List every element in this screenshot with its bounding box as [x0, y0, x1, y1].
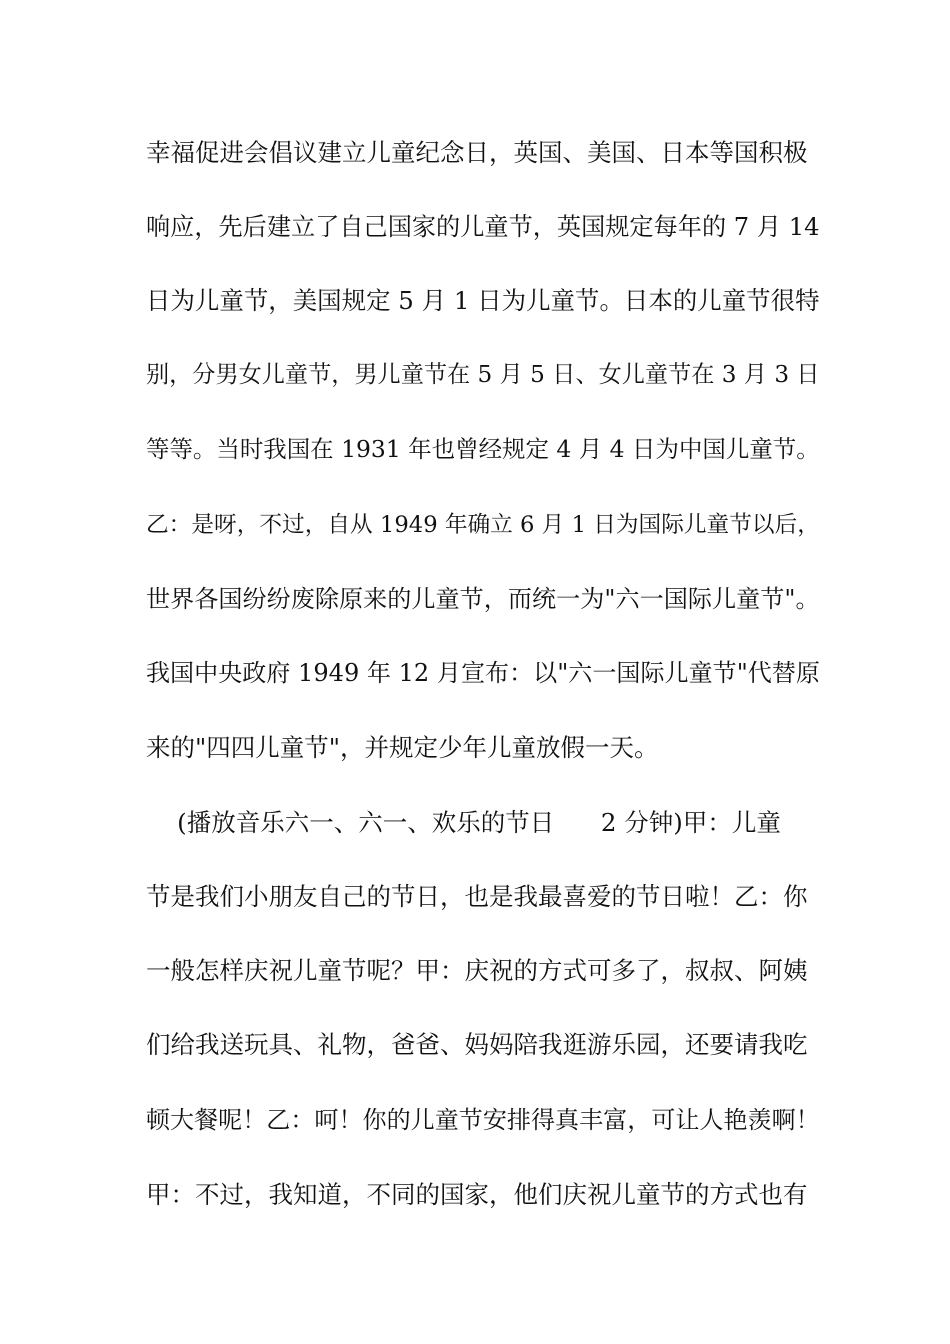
text-line-6: 乙：是呀，不过，自从 1949 年确立 6 月 1 日为国际儿童节以后， [146, 512, 820, 538]
text-line-15: 甲：不过，我知道，不同的国家，他们庆祝儿童节的方式也有 [146, 1180, 808, 1209]
text-line-12: 一般怎样庆祝儿童节呢？甲：庆祝的方式可多了，叔叔、阿姨 [146, 956, 808, 985]
text-line-9: 来的"四四儿童节"，并规定少年儿童放假一天。 [146, 733, 659, 762]
text-line-7: 世界各国纷纷废除原来的儿童节，而统一为"六一国际儿童节"。 [146, 585, 820, 613]
text-line-5: 等等。当时我国在 1931 年也曾经规定 4 月 4 日为中国儿童节。 [146, 435, 820, 463]
text-line-3: 日为儿童节，美国规定 5 月 1 日为儿童节。日本的儿童节很特 [146, 286, 820, 315]
text-line-14: 顿大餐呢！乙：呵！你的儿童节安排得真丰富，可让人艳羡啊！ [146, 1106, 820, 1134]
text-line-10: (播放音乐六一、六一、欢乐的节日 2 分钟)甲：儿童 [146, 808, 781, 837]
text-line-11: 节是我们小朋友自己的节日，也是我最喜爱的节日啦！乙：你 [146, 882, 808, 911]
text-line-1: 幸福促进会倡议建立儿童纪念日，英国、美国、日本等国积极 [146, 138, 808, 167]
text-line-13: 们给我送玩具、礼物，爸爸、妈妈陪我逛游乐园，还要请我吃 [146, 1030, 808, 1059]
text-line-4: 别，分男女儿童节，男儿童节在 5 月 5 日、女儿童节在 3 月 3 日 [146, 362, 820, 388]
text-line-2: 响应，先后建立了自己国家的儿童节，英国规定每年的 7 月 14 [146, 213, 820, 241]
text-line-8: 我国中央政府 1949 年 12 月宣布：以"六一国际儿童节"代替原 [146, 659, 820, 687]
